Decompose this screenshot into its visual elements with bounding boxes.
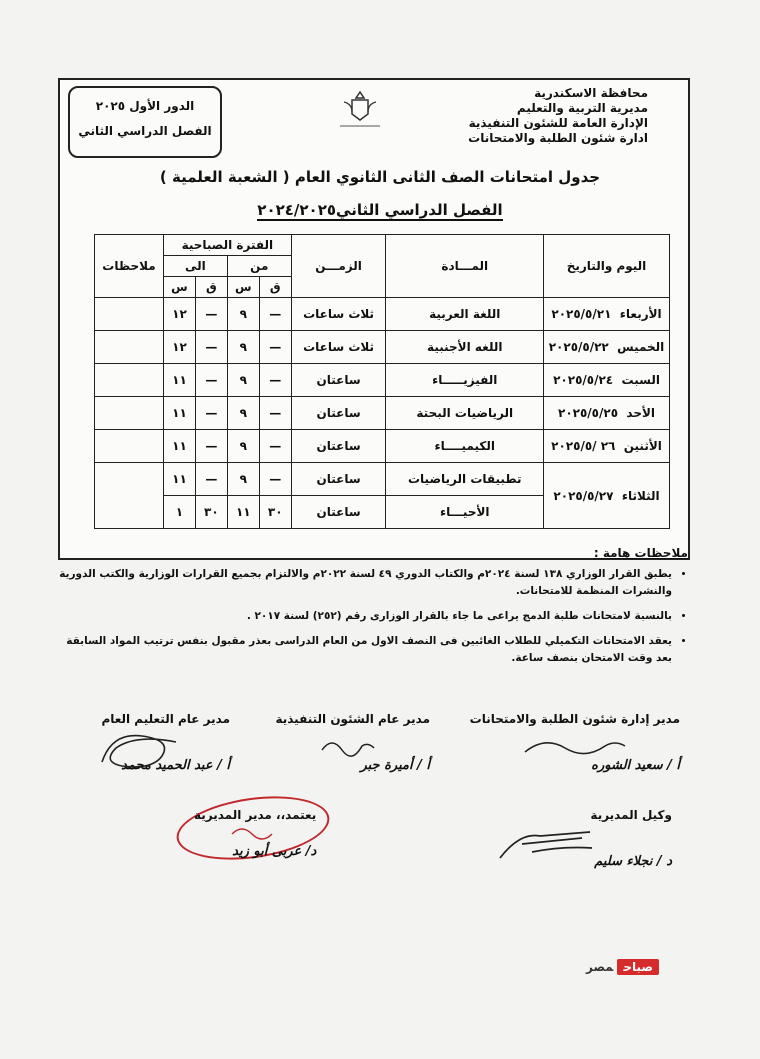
subject-cell: اللغة العربية	[386, 298, 544, 331]
to-s-cell: ١١	[164, 364, 196, 397]
notes-cell	[95, 463, 164, 529]
subject-cell: تطبيقات الرياضيات	[386, 463, 544, 496]
logo-brand: صباح	[617, 959, 659, 975]
subject-cell: الرياضيات البحتة	[386, 397, 544, 430]
duration-cell: ساعتان	[291, 496, 386, 529]
signature-name: د/ عربى أبو زيد	[232, 844, 317, 859]
important-notes	[48, 546, 688, 675]
document-title: جدول امتحانات الصف الثانى الثانوي العام ( الشعبة العلمية )	[159, 168, 601, 186]
directorate: مديرية التربية والتعليم	[516, 101, 648, 115]
table-row	[95, 397, 670, 430]
header-from-q: ق	[259, 277, 291, 298]
from-s-cell: ٩	[227, 364, 259, 397]
header-period: الفترة الصباحية	[164, 235, 292, 256]
signature-title: مدير عام التعليم العام	[101, 712, 230, 726]
semester-label: الفصل الدراسي الثاني	[78, 124, 212, 138]
table-row	[95, 298, 670, 331]
from-s-cell: ٩	[227, 331, 259, 364]
subject-cell: الفيزيـــــاء	[386, 364, 544, 397]
site-logo	[586, 960, 659, 974]
exam-round-box	[68, 86, 222, 158]
note-item: • بالنسبة لامتحانات طلبة الدمج يراعى ما جاء بالقرار الوزارى رقم (٢٥٢) لسنة ٢٠١٧ .	[48, 608, 672, 625]
to-q-cell: —	[195, 397, 227, 430]
handwritten-signature-icon	[520, 734, 630, 762]
handwritten-signature-icon	[318, 734, 378, 758]
general-administration: الإدارة العامة للشئون التنفيذية	[468, 116, 648, 130]
exam-schedule-table	[94, 234, 670, 529]
notes-cell	[95, 397, 164, 430]
from-s-cell: ٩	[227, 397, 259, 430]
subject-cell: اللغه الأجنبية	[386, 331, 544, 364]
header-day-date: اليوم والتاريخ	[544, 235, 670, 298]
notes-cell	[95, 364, 164, 397]
note-item: • يعقد الامتحانات التكميلي للطلاب الغائبين فى النصف الاول من العام الدراسى بعذر مقبول بنفس ترتيب المواد السابقة بعد وقت الامتحان بنصف ساعة.	[48, 633, 672, 667]
header-from-s: س	[227, 277, 259, 298]
exams-administration: ادارة شئون الطلبة والامتحانات	[468, 131, 648, 145]
header-duration: الزمـــن	[291, 235, 386, 298]
signature-title: مدير إدارة شئون الطلبة والامتحانات	[469, 712, 680, 726]
header-subject: المـــادة	[386, 235, 544, 298]
header-to-q: ق	[195, 277, 227, 298]
notes-cell	[95, 430, 164, 463]
header-notes: ملاحظات	[95, 235, 164, 298]
to-s-cell: ١	[164, 496, 196, 529]
day-date-cell: الخميس ٢٠٢٥/٥/٢٢	[544, 331, 670, 364]
eagle-emblem-icon	[330, 88, 390, 130]
signature-name: د / نجلاء سليم	[594, 854, 672, 869]
day-date-cell: الأحد ٢٠٢٥/٥/٢٥	[544, 397, 670, 430]
handwritten-signature-icon	[226, 820, 286, 844]
to-s-cell: ١٢	[164, 331, 196, 364]
from-s-cell: ٩	[227, 298, 259, 331]
table-row	[95, 331, 670, 364]
to-q-cell: ٣٠	[195, 496, 227, 529]
header-to: الى	[164, 256, 228, 277]
table-row	[95, 430, 670, 463]
day-date-cell: السبت ٢٠٢٥/٥/٢٤	[544, 364, 670, 397]
notes-cell	[95, 298, 164, 331]
table-row	[95, 364, 670, 397]
to-s-cell: ١٢	[164, 298, 196, 331]
from-q-cell: —	[259, 463, 291, 496]
ministry-header	[468, 86, 648, 146]
to-q-cell: —	[195, 463, 227, 496]
to-s-cell: ١١	[164, 430, 196, 463]
handwritten-signature-icon	[92, 722, 202, 778]
day-date-cell: الثلاثاء ٢٠٢٥/٥/٢٧	[544, 463, 670, 529]
from-s-cell: ٩	[227, 430, 259, 463]
header-from: من	[227, 256, 291, 277]
notes-cell	[95, 331, 164, 364]
subject-cell: الكيميــــاء	[386, 430, 544, 463]
table-row	[95, 463, 670, 496]
duration-cell: ثلاث ساعات	[291, 331, 386, 364]
notes-title: ملاحظات هامة :	[593, 546, 688, 560]
signature-title: يعتمد،، مدير المديرية	[194, 808, 317, 822]
handwritten-signature-icon	[492, 822, 612, 866]
duration-cell: ساعتان	[291, 397, 386, 430]
header-to-s: س	[164, 277, 196, 298]
to-q-cell: —	[195, 430, 227, 463]
from-q-cell: —	[259, 430, 291, 463]
signature-title: مدير عام الشئون التنفيذية	[275, 712, 430, 726]
signature-name: أ / سعيد الشوره	[591, 758, 680, 773]
duration-cell: ساعتان	[291, 430, 386, 463]
logo-country: مصر	[586, 960, 614, 974]
to-q-cell: —	[195, 364, 227, 397]
to-q-cell: —	[195, 298, 227, 331]
from-q-cell: —	[259, 397, 291, 430]
day-date-cell: الأثنين ٢٦ /٢٠٢٥/٥	[544, 430, 670, 463]
duration-cell: ساعتان	[291, 463, 386, 496]
to-s-cell: ١١	[164, 463, 196, 496]
note-item: • يطبق القرار الوزاري ١٣٨ لسنة ٢٠٢٤م والكتاب الدوري ٤٩ لسنة ٢٠٢٢م والالتزام بجميع القرارات الوزارية والكتب الدورية والنشرات المنظمة للامتحانات.	[48, 566, 672, 600]
from-s-cell: ١١	[227, 496, 259, 529]
day-date-cell: الأربعاء ٢٠٢٥/٥/٢١	[544, 298, 670, 331]
duration-cell: ساعتان	[291, 364, 386, 397]
governorate: محافظة الاسكندرية	[534, 86, 648, 100]
signature-name: أ / عبد الحميد محمد	[121, 758, 230, 773]
from-q-cell: —	[259, 331, 291, 364]
signature-name: أ / أميرة جبر	[360, 758, 430, 773]
from-q-cell: —	[259, 364, 291, 397]
from-q-cell: —	[259, 298, 291, 331]
signature-title: وكيل المديرية	[590, 808, 672, 822]
subject-cell: الأحيـــاء	[386, 496, 544, 529]
to-q-cell: —	[195, 331, 227, 364]
exam-round: الدور الأول ٢٠٢٥	[95, 99, 195, 113]
from-s-cell: ٩	[227, 463, 259, 496]
from-q-cell: ٣٠	[259, 496, 291, 529]
to-s-cell: ١١	[164, 397, 196, 430]
document-subtitle: الفصل الدراسي الثاني٢٠٢٤/٢٠٢٥	[257, 201, 503, 219]
duration-cell: ثلاث ساعات	[291, 298, 386, 331]
